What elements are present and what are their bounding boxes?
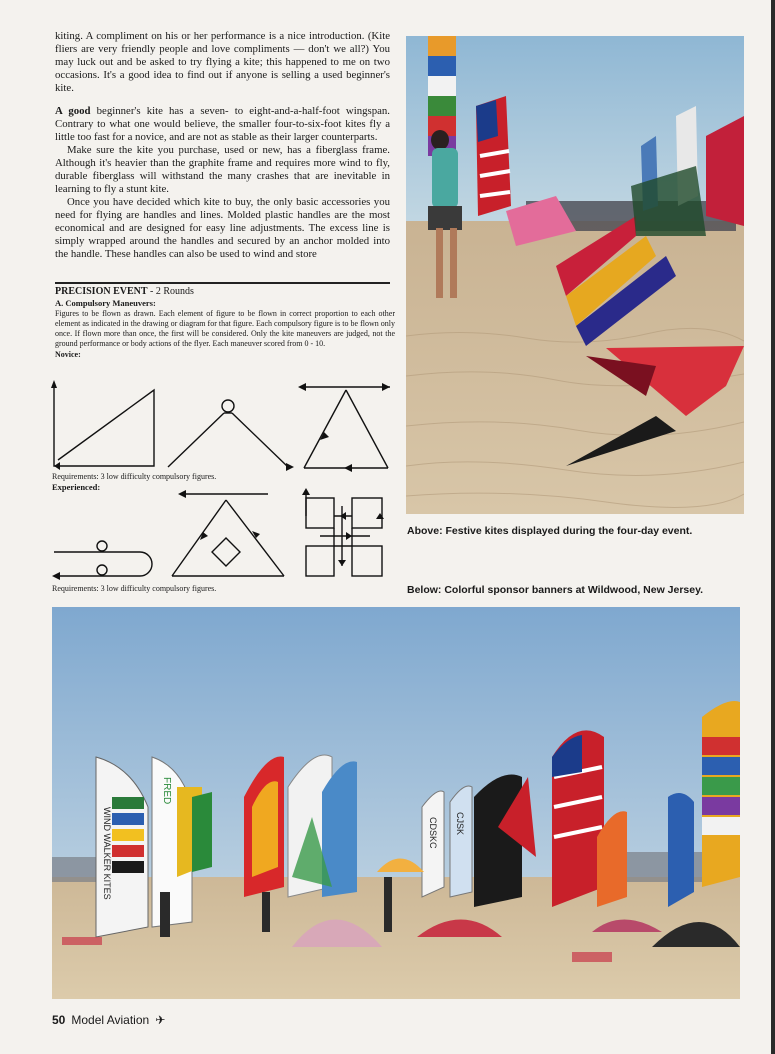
article-paragraph-2 [55,105,390,144]
novice-figure-square-diagonal [50,380,160,470]
novice-figure-triangle [298,382,394,474]
photo-festive-kites [406,36,744,514]
experienced-figure-squares [300,486,390,580]
novice-figure-loop-triangle [166,395,294,471]
airplane-icon: ✈ [155,1013,166,1027]
experienced-figure-double-loop [50,538,158,580]
experienced-label: Experienced: [52,482,101,492]
paragraph-2-text: beginner's kite has a seven- to eight-and-a-half-foot wingspan. Contrary to what one would believe, the smaller four-to-six-foot kites fly a little too fast for a novice, and are not as stable as their larger counterparts. [55,105,390,143]
precision-title [55,286,395,298]
caption-above: Above: Festive kites displayed during the four-day event. [407,525,693,537]
novice-requirements: Requirements: 3 low difficulty compulsory figures. [52,472,217,481]
banner-wind-walker-text: WIND WALKER KITES [102,807,112,900]
experienced-figure-triangle-diamond [168,488,288,580]
article-column [55,30,390,261]
section-divider [55,282,390,284]
article-paragraph-4: Once you have decided which kite to buy, the only basic accessories you need for flying are handles and lines. Molded plastic handles are the most economical and are designed for easy line adjustments. The excess line is simply wrapped around the handles and secured by an anchor molded into the handle. These handles can also be used to wind and store [55,196,390,260]
photo-sponsor-banners [52,607,740,999]
banner-cjsk-text: CJSK [455,812,465,836]
experienced-requirements: Requirements: 3 low difficulty compulsory figures. [52,584,217,593]
magazine-name: Model Aviation [71,1013,150,1027]
caption-below: Below: Colorful sponsor banners at Wildwood, New Jersey. [407,584,704,596]
precision-title-text: PRECISION EVENT [55,286,148,297]
page-number: 50 [52,1013,66,1027]
page-footer [52,1013,165,1027]
precision-event-box [55,286,395,360]
banner-cdskc-text: CDSKC [428,817,438,849]
article-paragraph-1: kiting. A compliment on his or her performance is a nice introduction. (Kite fliers are very friendly people and love compliments — don't we all?) You may luck out and be asked to try flying a kite; this happened to me on two occasions. It's a good idea to find out if anyone is selling a used beginner's kite. [55,30,390,94]
precision-subtitle: A. Compulsory Maneuvers: [55,298,156,308]
page-edge [771,0,775,1054]
precision-rules-text: Figures to be flown as drawn. Each element of figure to be flown in correct proportion to each other element as indicated in the drawing or diagram for that figure. Each compulsory figure is to be flown only once. If flown more than once, the first will be considered. Only the kite maneuvers are judged, not the ground performance or body actions of the flyer. Each maneuver scored from 0 - 10. [55,309,395,348]
article-paragraph-3: Make sure the kite you purchase, used or new, has a fiberglass frame. Although it's heavier than the graphite frame and requires more wind to fly, durable fiberglass will withstand the many crashes that are inevitable in learning to fly a stunt kite. [55,144,390,195]
precision-title-suffix: - 2 Rounds [147,286,194,297]
banner-fred-text: FRED [161,777,172,805]
novice-label: Novice: [55,350,81,359]
paragraph-lead-in: A good [55,105,91,117]
